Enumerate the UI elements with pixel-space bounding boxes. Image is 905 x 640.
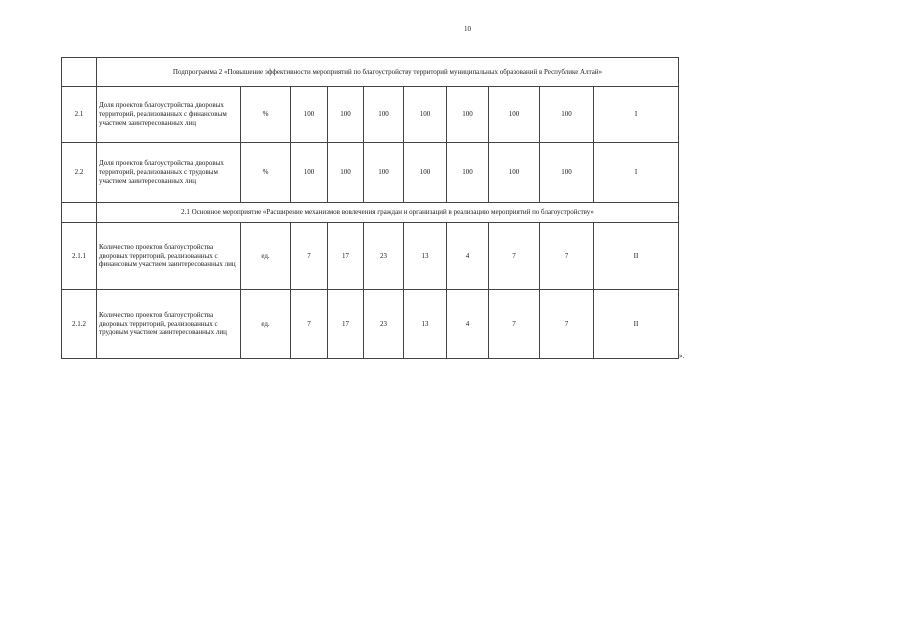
table-row (62, 143, 679, 203)
value-cell: 7 (540, 290, 594, 359)
value-cell: 7 (291, 223, 328, 290)
value-cell: 100 (404, 143, 447, 203)
category-cell: I (594, 143, 679, 203)
value-cell: 4 (447, 223, 489, 290)
value-cell: 7 (489, 290, 540, 359)
indicator-name: Количество проектов благоустройства дворовых территорий, реализованных с трудовым участием заинтересованных лиц (97, 290, 241, 359)
value-cell: 100 (540, 87, 594, 143)
table-row (62, 87, 679, 143)
value-cell: 7 (291, 290, 328, 359)
value-cell: 7 (540, 223, 594, 290)
value-cell: 100 (364, 143, 404, 203)
row-number: 2.1 (62, 87, 97, 143)
subprogram-row (62, 58, 679, 87)
value-cell: 13 (404, 223, 447, 290)
unit-cell: ед. (241, 223, 291, 290)
row-number: 2.1.2 (62, 290, 97, 359)
unit-cell: ед. (241, 290, 291, 359)
main-activity-title: 2.1 Основное мероприятие «Расширение механизмов вовлечения граждан и организаций в реализацию мероприятий по благоустройству» (97, 203, 679, 223)
indicators-table (61, 57, 679, 359)
category-cell: II (594, 223, 679, 290)
value-cell: 7 (489, 223, 540, 290)
value-cell: 100 (447, 87, 489, 143)
table-row (62, 290, 679, 359)
indicator-name: Доля проектов благоустройства дворовых территорий, реализованных с трудовым участием заинтересованных лиц (97, 143, 241, 203)
indicator-name: Количество проектов благоустройства дворовых территорий, реализованных с финансовым участием заинтересованных лиц (97, 223, 241, 290)
value-cell: 4 (447, 290, 489, 359)
category-cell: I (594, 87, 679, 143)
closing-quote-mark: ». (679, 352, 685, 360)
row-number: 2.1.1 (62, 223, 97, 290)
table-row (62, 223, 679, 290)
value-cell: 100 (540, 143, 594, 203)
value-cell: 100 (489, 87, 540, 143)
value-cell: 100 (328, 143, 364, 203)
value-cell: 100 (328, 87, 364, 143)
subprogram-num-cell (62, 58, 97, 87)
value-cell: 23 (364, 223, 404, 290)
value-cell: 17 (328, 290, 364, 359)
unit-cell: % (241, 87, 291, 143)
indicator-name: Доля проектов благоустройства дворовых территорий, реализованных с финансовым участием заинтересованных лиц (97, 87, 241, 143)
value-cell: 100 (489, 143, 540, 203)
subprogram-title: Подпрограмма 2 «Повышение эффективности мероприятий по благоустройству территорий муниципальных образований в Республике Алтай» (97, 58, 679, 87)
value-cell: 100 (364, 87, 404, 143)
category-cell: II (594, 290, 679, 359)
main-activity-num-cell (62, 203, 97, 223)
value-cell: 100 (404, 87, 447, 143)
value-cell: 13 (404, 290, 447, 359)
value-cell: 100 (447, 143, 489, 203)
value-cell: 100 (291, 87, 328, 143)
unit-cell: % (241, 143, 291, 203)
value-cell: 100 (291, 143, 328, 203)
row-number: 2.2 (62, 143, 97, 203)
value-cell: 17 (328, 223, 364, 290)
value-cell: 23 (364, 290, 404, 359)
main-activity-row (62, 203, 679, 223)
page-number: 10 (464, 25, 471, 33)
